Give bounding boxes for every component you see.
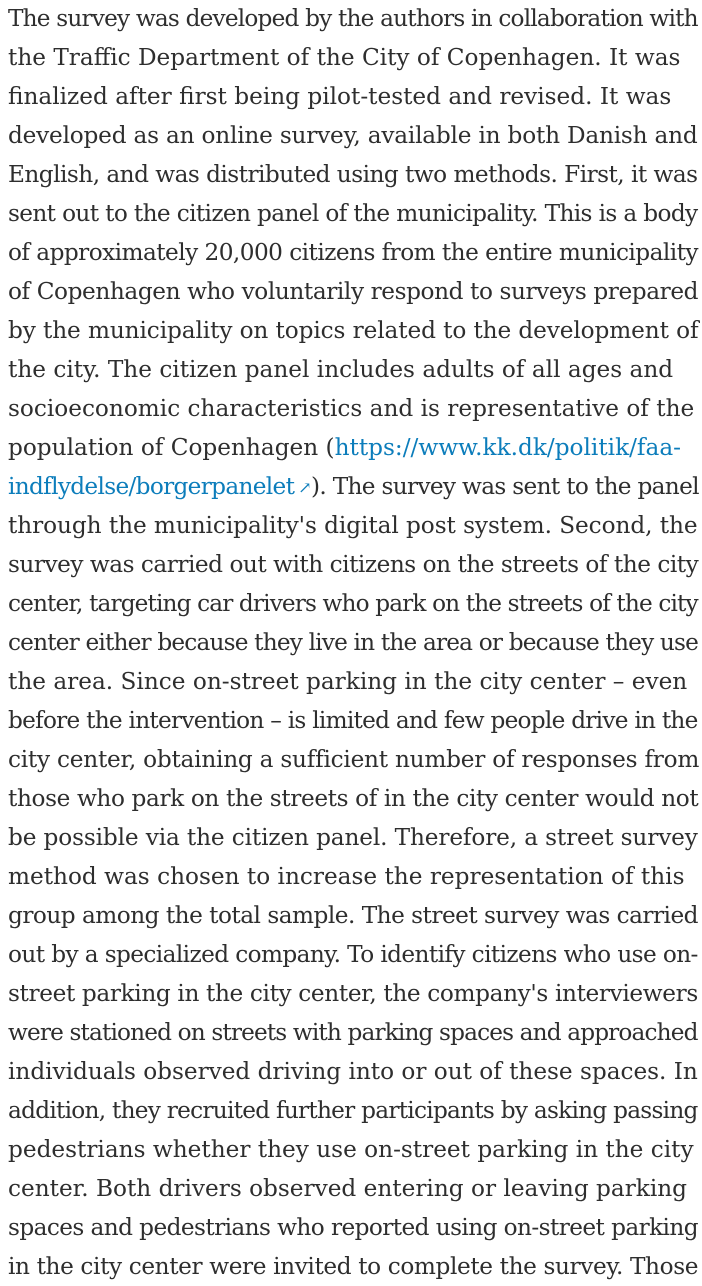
citizen-panel-link-start[interactable]: https://www.kk.dk/politik/faa- [334, 434, 681, 461]
text-line: pedestrians whether they use on-street parking in the city [8, 1136, 694, 1163]
text-line: before the intervention – is limited and few people drive in the [8, 707, 698, 734]
text-line-with-link [8, 467, 702, 506]
text-line: survey was carried out with citizens on the streets of the city [8, 551, 699, 578]
text-line: center, targeting car drivers who park on the streets of the city [8, 590, 698, 617]
text-line: were stationed on streets with parking spaces and approached [8, 1019, 698, 1046]
external-link-icon[interactable]: ↗ [298, 478, 311, 497]
text-line: of Copenhagen who voluntarily respond to surveys prepared [8, 278, 699, 305]
text-line: the Traffic Department of the City of Copenhagen. It was [8, 44, 681, 71]
text-line: center. Both drivers observed entering or leaving parking [8, 1175, 688, 1202]
citizen-panel-link-end[interactable] [8, 473, 311, 500]
text-line: through the municipality's digital post system. Second, the [8, 512, 698, 539]
text-line: the area. Since on-street parking in the city center – even [8, 668, 688, 695]
text-line: center either because they live in the area or because they use [8, 629, 699, 656]
text-line: city center, obtaining a sufficient number of responses from [8, 746, 700, 773]
text-line: out by a specialized company. To identify citizens who use on- [8, 941, 698, 968]
text-line: be possible via the citizen panel. Therefore, a street survey [8, 824, 698, 851]
text-line: finalized after first being pilot-tested and revised. It was [8, 83, 672, 110]
text-line: sent out to the citizen panel of the municipality. This is a body [8, 200, 698, 227]
text-line: socioeconomic characteristics and is representative of the [8, 395, 695, 422]
article-paragraph [8, 0, 702, 1286]
text-line: English, and was distributed using two methods. First, it was [8, 161, 698, 188]
text-line: addition, they recruited further participants by asking passing [8, 1097, 698, 1124]
text-line: in the city center were invited to complete the survey. Those [8, 1253, 699, 1280]
text-segment: ). The survey was sent to the panel [310, 473, 699, 500]
text-line: the city. The citizen panel includes adults of all ages and [8, 356, 674, 383]
text-line: individuals observed driving into or out of these spaces. In [8, 1058, 698, 1085]
text-line: spaces and pedestrians who reported using on-street parking [8, 1214, 699, 1241]
text-line: developed as an online survey, available in both Danish and [8, 122, 698, 149]
text-line: by the municipality on topics related to the development of [8, 317, 699, 344]
text-line: The survey was developed by the authors in collaboration with [8, 5, 698, 32]
text-line: those who park on the streets of in the city center would not [8, 785, 699, 812]
text-line: method was chosen to increase the representation of this [8, 863, 685, 890]
text-line: group among the total sample. The street survey was carried [8, 902, 699, 929]
text-segment: population of Copenhagen ( [8, 434, 335, 461]
text-line-with-link [8, 428, 702, 467]
text-line: street parking in the city center, the company's interviewers [8, 980, 698, 1007]
text-line: of approximately 20,000 citizens from the entire municipality [8, 239, 698, 266]
link-text[interactable]: indflydelse/borgerpanelet [8, 473, 295, 500]
